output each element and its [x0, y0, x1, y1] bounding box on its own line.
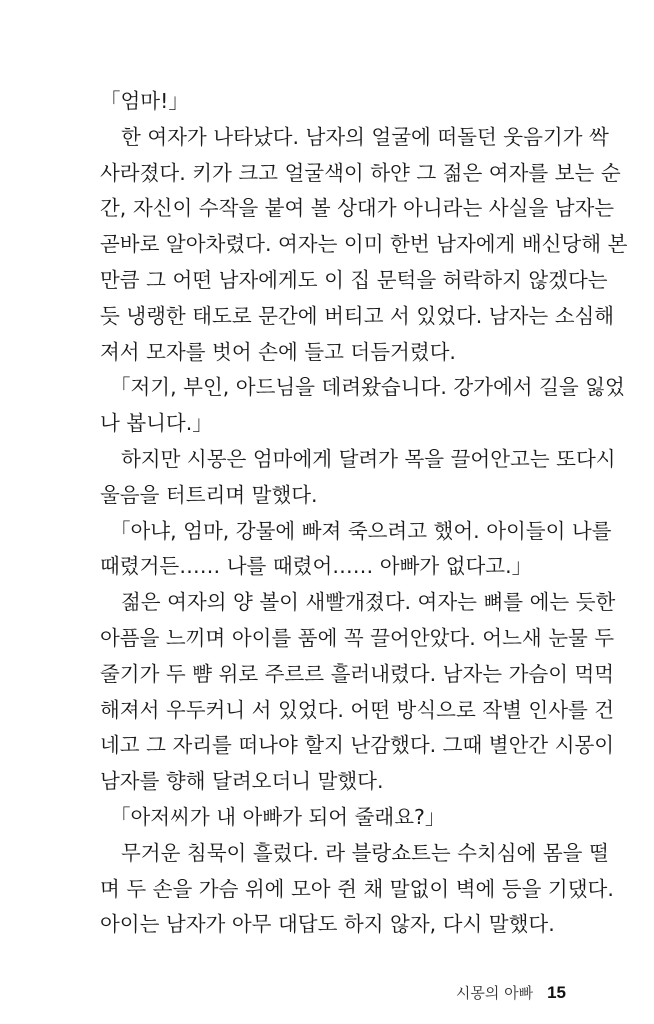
text-line: 「아저씨가 내 아빠가 되어 줄래요?」: [110, 804, 446, 829]
text-line: 아이는 남자가 아무 대답도 하지 않자, 다시 말했다.: [100, 912, 555, 937]
text-line: 만큼 그 어떤 남자에게도 이 집 문턱을 허락하지 않겠다는: [100, 267, 608, 292]
text-line: 한 여자가 나타났다. 남자의 얼굴에 떠돌던 웃음기가 싹: [121, 124, 609, 149]
text-line: 「아냐, 엄마, 강물에 빠져 죽으려고 했어. 아이들이 나를: [110, 518, 612, 543]
text-line: 아픔을 느끼며 아이를 품에 꼭 끌어안았다. 어느새 눈물 두: [100, 625, 615, 650]
text-line: 「저기, 부인, 아드님을 데려왔습니다. 강가에서 길을 잃었: [110, 375, 625, 400]
running-title: 시몽의 아빠: [455, 984, 534, 1002]
text-line: 젊은 여자의 양 볼이 새빨개졌다. 여자는 뼈를 에는 듯한: [121, 590, 616, 615]
text-line: 때렸거든…… 나를 때렸어…… 아빠가 없다고.」: [100, 554, 533, 579]
text-line: 듯 냉랭한 태도로 문간에 버티고 서 있었다. 남자는 소심해: [100, 303, 615, 328]
text-line: 간, 자신이 수작을 붙여 볼 상대가 아니라는 사실을 남자는: [100, 196, 615, 221]
text-line: 무거운 침묵이 흘렀다. 라 블랑쇼트는 수치심에 몸을 떨: [121, 840, 609, 865]
text-line: 줄기가 두 뺨 위로 주르르 흘러내렸다. 남자는 가슴이 먹먹: [100, 661, 615, 686]
page-number: 15: [547, 983, 566, 1002]
text-line: 울음을 터트리며 말했다.: [100, 482, 318, 507]
text-line: 「엄마!」: [100, 89, 189, 113]
text-line: 며 두 손을 가슴 위에 모아 쥔 채 말없이 벽에 등을 기댔다.: [100, 876, 614, 901]
text-line: 네고 그 자리를 떠나야 할지 난감했다. 그때 별안간 시몽이: [100, 733, 615, 758]
text-line: 져서 모자를 벗어 손에 들고 더듬거렸다.: [100, 339, 456, 364]
text-line: 사라졌다. 키가 크고 얼굴색이 하얀 그 젊은 여자를 보는 순: [100, 160, 621, 185]
text-line: 하지만 시몽은 엄마에게 달려가 목을 끌어안고는 또다시: [121, 446, 616, 471]
text-line: 남자를 향해 달려오더니 말했다.: [100, 769, 384, 794]
text-line: 해져서 우두커니 서 있었다. 어떤 방식으로 작별 인사를 건: [100, 697, 615, 722]
text-line: 나 봅니다.」: [100, 411, 213, 436]
page-footer: [456, 982, 566, 1003]
body-text: [100, 84, 628, 943]
text-line: 곧바로 알아차렸다. 여자는 이미 한번 남자에게 배신당해 본: [100, 232, 628, 257]
